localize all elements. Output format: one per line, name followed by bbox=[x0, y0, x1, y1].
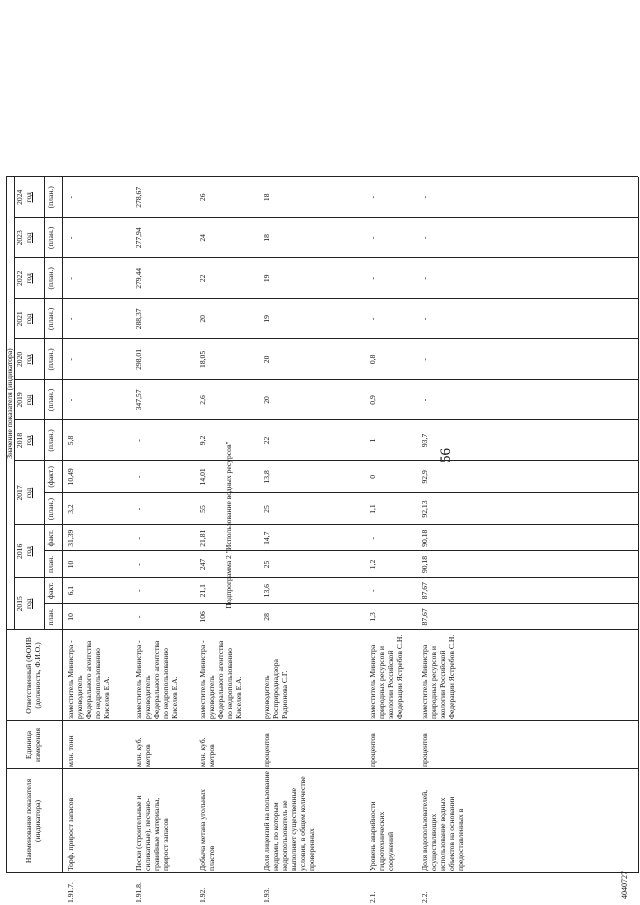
row-unit: процентов bbox=[262, 733, 271, 767]
plan-fact-label: (план.) bbox=[46, 186, 55, 209]
year-god: год bbox=[24, 232, 33, 243]
year-header: 2017 bbox=[15, 485, 24, 501]
plan-fact-label: (план.) bbox=[46, 388, 55, 412]
table-rule bbox=[14, 177, 15, 630]
value-cell: 18 bbox=[262, 193, 271, 202]
value-cell: 22 bbox=[262, 436, 271, 445]
row-unit: процентов bbox=[368, 733, 377, 767]
value-cell: 20 bbox=[262, 396, 271, 404]
value-cell: 26 bbox=[198, 193, 207, 202]
year-header: 2019 bbox=[15, 392, 24, 408]
subprogram-title: Подпрограмма 2 "Использование водных ресурсов" bbox=[224, 441, 233, 609]
row-number: 1.92. bbox=[198, 887, 207, 903]
value-cell: - bbox=[368, 236, 377, 240]
row-name: Доля водопользователей, осуществляющих использование водных объектов на основании предоставленных в bbox=[420, 789, 466, 871]
value-cell: 6,1 bbox=[66, 585, 75, 596]
row-name: Торф, прирост запасов bbox=[66, 797, 75, 871]
value-cell: 22 bbox=[198, 274, 207, 283]
header-responsible: Ответственный (ФОИВ (должность, Ф.И.О.) bbox=[24, 637, 43, 714]
value-cell: 10,49 bbox=[66, 468, 75, 486]
value-cell: 10 bbox=[66, 613, 75, 621]
value-cell: - bbox=[420, 196, 429, 199]
value-cell: - bbox=[368, 317, 377, 321]
value-cell: - bbox=[368, 536, 377, 540]
year-header: 2018 bbox=[15, 432, 24, 449]
year-god: год bbox=[24, 598, 33, 609]
table-rule bbox=[6, 872, 638, 873]
row-number: 2.2. bbox=[420, 891, 429, 903]
row-number: 2.1. bbox=[368, 891, 377, 903]
value-cell: - bbox=[420, 398, 429, 402]
row-name: Уровень аварийности гидротехнических сооружений bbox=[368, 801, 396, 871]
value-cell: 18 bbox=[262, 234, 271, 242]
value-cell: - bbox=[134, 536, 143, 540]
value-cell: 93,7 bbox=[420, 433, 429, 448]
value-cell: 20 bbox=[198, 315, 207, 323]
value-cell: 21,1 bbox=[198, 584, 207, 598]
value-cell: - bbox=[134, 475, 143, 479]
plan-fact-label: план. bbox=[46, 555, 55, 574]
plan-fact-label: (план.) bbox=[46, 348, 55, 371]
value-cell: 298,01 bbox=[134, 348, 143, 370]
value-cell: 277,94 bbox=[134, 227, 143, 249]
year-header: 2015 bbox=[15, 596, 24, 612]
table-rule bbox=[6, 176, 638, 177]
value-cell: 90,18 bbox=[420, 529, 429, 547]
year-header: 2020 bbox=[15, 351, 24, 367]
table-rule bbox=[6, 629, 638, 630]
value-cell: - bbox=[134, 439, 143, 442]
value-cell: - bbox=[368, 277, 377, 280]
value-cell: - bbox=[134, 589, 143, 592]
value-cell: - bbox=[134, 507, 143, 511]
value-cell: 279,44 bbox=[134, 267, 143, 289]
value-cell: 92,9 bbox=[420, 470, 429, 484]
row-number: 1.91.8. bbox=[134, 882, 143, 903]
value-cell: 20 bbox=[262, 355, 271, 364]
value-cell: 278,67 bbox=[134, 186, 143, 208]
row-name: Доля лицензий на пользование недрами, по которым недропользователь не выполняет существенные условия, в общем количестве проверенных bbox=[262, 771, 317, 871]
value-cell: 92,13 bbox=[420, 500, 429, 518]
value-cell: 25 bbox=[262, 505, 271, 513]
value-cell: - bbox=[134, 563, 143, 566]
value-cell: 1 bbox=[368, 438, 377, 443]
value-cell: 19 bbox=[262, 315, 271, 323]
value-cell: 5,8 bbox=[66, 435, 75, 446]
value-cell: 87,67 bbox=[420, 582, 429, 600]
row-unit: млн. куб. метров bbox=[198, 737, 217, 767]
value-cell: 1,1 bbox=[368, 504, 377, 514]
value-cell: - bbox=[368, 589, 377, 592]
value-cell: - bbox=[66, 317, 75, 321]
year-god: год bbox=[24, 487, 33, 499]
plan-fact-label: (план.) bbox=[46, 429, 55, 452]
row-number: 1.91.7. bbox=[66, 882, 75, 903]
value-cell: 90,18 bbox=[420, 555, 429, 573]
row-responsible: заместитель Министра природных ресурсов и экологии Российской Федерации Ястребов С.Н. bbox=[420, 634, 457, 719]
value-cell: 55 bbox=[198, 505, 207, 513]
value-cell: 9,2 bbox=[198, 435, 207, 446]
value-cell: - bbox=[66, 196, 75, 199]
table-rule bbox=[6, 720, 638, 721]
table-rule bbox=[44, 177, 45, 630]
plan-fact-label: план. bbox=[46, 608, 55, 626]
plan-fact-label: (план.) bbox=[46, 267, 55, 290]
page-number: 56 bbox=[438, 448, 454, 463]
year-header: 2022 bbox=[15, 270, 24, 286]
year-header: 2024 bbox=[15, 189, 24, 205]
year-god: год bbox=[24, 273, 33, 284]
plan-fact-label: (план.) bbox=[46, 497, 55, 521]
value-cell: 1,3 bbox=[368, 612, 377, 622]
row-name: Пески (строительные и силикатные), песчано-гравийные материалы, прирост запасов bbox=[134, 795, 171, 871]
value-cell: 288,37 bbox=[134, 308, 143, 330]
value-cell: - bbox=[420, 358, 429, 361]
value-cell: 87,67 bbox=[420, 608, 429, 626]
value-cell: 18,05 bbox=[198, 350, 207, 368]
value-cell: - bbox=[66, 277, 75, 280]
row-unit: млн. тонн bbox=[66, 735, 75, 767]
value-cell: 1,2 bbox=[368, 559, 377, 570]
value-cell: 347,57 bbox=[134, 389, 143, 411]
row-unit: процентов bbox=[420, 733, 429, 767]
plan-fact-label: (факт.) bbox=[46, 466, 55, 488]
value-cell: 247 bbox=[198, 558, 207, 571]
row-number: 1.93. bbox=[262, 887, 271, 903]
year-god: год bbox=[24, 313, 33, 325]
value-cell: 13,6 bbox=[262, 584, 271, 598]
year-god: год bbox=[24, 546, 33, 557]
value-cell: 19 bbox=[262, 274, 271, 283]
table-rule bbox=[638, 177, 639, 873]
plan-fact-label: факт. bbox=[46, 529, 55, 547]
value-cell: 14,01 bbox=[198, 468, 207, 486]
value-cell: 24 bbox=[198, 234, 207, 242]
document-code: 4040727 bbox=[620, 871, 629, 899]
value-cell: 10 bbox=[66, 560, 75, 569]
year-header: 2016 bbox=[15, 543, 24, 559]
value-cell: - bbox=[66, 358, 75, 361]
table-rule bbox=[6, 768, 638, 769]
value-cell: 13,8 bbox=[262, 470, 271, 484]
value-cell: 106 bbox=[198, 611, 207, 623]
row-responsible: заместитель Министра природных ресурсов и экологии Российской Федерации Ястребов С.Н. bbox=[368, 634, 405, 719]
year-god: год bbox=[24, 354, 33, 365]
plan-fact-label: (план.) bbox=[46, 307, 55, 330]
value-cell: 14,7 bbox=[262, 531, 271, 545]
value-cell: 3,2 bbox=[66, 504, 75, 514]
row-name: Добыча метана угольных пластов bbox=[198, 789, 217, 871]
year-header: 2021 bbox=[15, 311, 24, 327]
value-cell: 28 bbox=[262, 613, 271, 621]
value-cell: - bbox=[134, 615, 143, 619]
row-responsible: заместитель Министра - руководитель Федерального агентства по недропользованию Киселев Е.А. bbox=[66, 640, 112, 719]
header-name: Наименование показателя (индикатора) bbox=[24, 778, 43, 864]
value-cell: 0,8 bbox=[368, 354, 377, 365]
value-cell: 0,9 bbox=[368, 395, 377, 405]
header-unit: Единица измерения bbox=[24, 728, 43, 762]
row-unit: млн. куб. метров bbox=[134, 737, 153, 767]
value-cell: 2,6 bbox=[198, 395, 207, 405]
value-cell: 21,81 bbox=[198, 529, 207, 547]
row-responsible: руководитель Росприроднадзора Радионова С.Г. bbox=[262, 659, 290, 719]
plan-fact-label: (план.) bbox=[46, 226, 55, 249]
value-cell: - bbox=[420, 236, 429, 240]
value-cell: - bbox=[420, 277, 429, 280]
value-cell: 31,39 bbox=[66, 529, 75, 547]
value-cell: - bbox=[66, 398, 75, 402]
plan-fact-label: факт. bbox=[46, 582, 55, 599]
year-god: год bbox=[24, 394, 33, 406]
value-cell: 25 bbox=[262, 560, 271, 569]
value-cell: - bbox=[368, 196, 377, 199]
value-cell: 0 bbox=[368, 474, 377, 479]
row-responsible: заместитель Министра - руководитель Федерального агентства по недропользованию Киселев Е.А. bbox=[198, 640, 244, 719]
row-responsible: заместитель Министра - руководитель Федерального агентства по недропользованию Киселев Е.А. bbox=[134, 640, 180, 719]
year-god: год bbox=[24, 192, 33, 203]
year-header: 2023 bbox=[15, 230, 24, 246]
value-cell: - bbox=[420, 317, 429, 321]
header-value-group: Значение показателя (индикатора) bbox=[5, 348, 14, 459]
value-cell: - bbox=[66, 236, 75, 240]
year-god: год bbox=[24, 435, 33, 446]
